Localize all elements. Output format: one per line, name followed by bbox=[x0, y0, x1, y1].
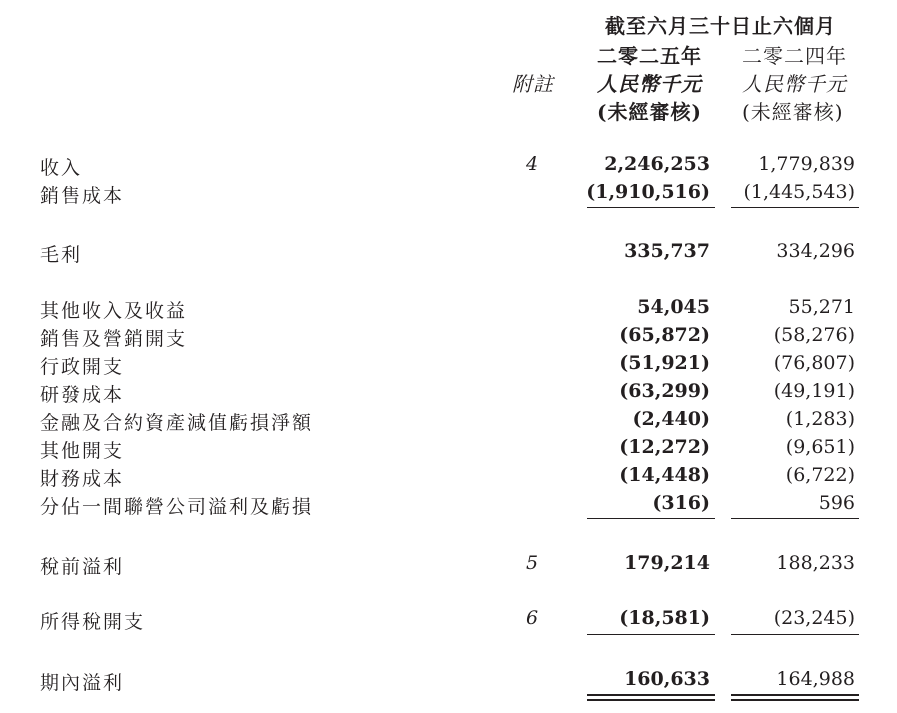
value-2025-other-expenses: (12,272) bbox=[619, 436, 710, 458]
subtotal-rule-2024 bbox=[731, 634, 859, 635]
audit-2024-header: (未經審核) bbox=[742, 100, 844, 124]
row-label-cost-of-sales: 銷售成本 bbox=[40, 185, 125, 207]
row-note-revenue: 4 bbox=[525, 153, 539, 175]
note-column-header: 附註 bbox=[512, 72, 554, 96]
value-2025-associate-share: (316) bbox=[652, 492, 710, 514]
period-header: 截至六月三十日止六個月 bbox=[605, 14, 836, 38]
value-2025-profit-before-tax: 179,214 bbox=[624, 552, 710, 574]
row-label-impairment-losses: 金融及合約資產減值虧損淨額 bbox=[40, 412, 314, 434]
value-2025-rnd-costs: (63,299) bbox=[619, 380, 710, 402]
subtotal-rule-2025 bbox=[587, 518, 715, 519]
value-2024-other-expenses: (9,651) bbox=[785, 436, 855, 458]
value-2024-profit-for-period: 164,988 bbox=[776, 668, 855, 690]
row-label-associate-share: 分佔一間聯營公司溢利及虧損 bbox=[40, 496, 314, 518]
value-2025-selling-expenses: (65,872) bbox=[619, 324, 710, 346]
value-2025-finance-costs: (14,448) bbox=[619, 464, 710, 486]
subtotal-rule-2025 bbox=[587, 207, 715, 208]
unit-2024-header: 人民幣千元 bbox=[742, 72, 847, 96]
value-2024-impairment-losses: (1,283) bbox=[785, 408, 855, 430]
year-2024-header: 二零二四年 bbox=[742, 44, 847, 68]
row-label-revenue: 收入 bbox=[40, 157, 83, 179]
value-2025-impairment-losses: (2,440) bbox=[632, 408, 710, 430]
row-label-gross-profit: 毛利 bbox=[40, 244, 83, 266]
value-2024-gross-profit: 334,296 bbox=[776, 240, 855, 262]
value-2025-admin-expenses: (51,921) bbox=[619, 352, 710, 374]
row-note-income-tax: 6 bbox=[525, 607, 539, 629]
row-label-rnd-costs: 研發成本 bbox=[40, 384, 125, 406]
value-2024-income-tax: (23,245) bbox=[773, 607, 855, 629]
row-label-other-expenses: 其他開支 bbox=[40, 440, 125, 462]
value-2025-cost-of-sales: (1,910,516) bbox=[586, 181, 710, 203]
row-label-finance-costs: 財務成本 bbox=[40, 468, 125, 490]
subtotal-rule-2025 bbox=[587, 634, 715, 635]
total-double-rule-2025 bbox=[587, 694, 715, 701]
row-note-profit-before-tax: 5 bbox=[525, 552, 539, 574]
value-2024-cost-of-sales: (1,445,543) bbox=[743, 181, 855, 203]
value-2024-profit-before-tax: 188,233 bbox=[776, 552, 855, 574]
value-2025-gross-profit: 335,737 bbox=[624, 240, 710, 262]
total-double-rule-2024 bbox=[731, 694, 859, 701]
year-2025-header: 二零二五年 bbox=[597, 44, 702, 68]
value-2025-other-income: 54,045 bbox=[637, 296, 710, 318]
row-label-income-tax: 所得稅開支 bbox=[40, 611, 146, 633]
value-2024-finance-costs: (6,722) bbox=[785, 464, 855, 486]
row-label-profit-before-tax: 稅前溢利 bbox=[40, 556, 125, 578]
audit-2025-header: (未經審核) bbox=[597, 100, 702, 124]
value-2025-profit-for-period: 160,633 bbox=[624, 668, 710, 690]
value-2025-revenue: 2,246,253 bbox=[604, 153, 710, 175]
row-label-other-income: 其他收入及收益 bbox=[40, 300, 188, 322]
row-label-profit-for-period: 期內溢利 bbox=[40, 672, 125, 694]
value-2024-rnd-costs: (49,191) bbox=[773, 380, 855, 402]
value-2024-selling-expenses: (58,276) bbox=[773, 324, 855, 346]
row-label-selling-expenses: 銷售及營銷開支 bbox=[40, 328, 188, 350]
value-2024-other-income: 55,271 bbox=[788, 296, 855, 318]
value-2024-associate-share: 596 bbox=[818, 492, 855, 514]
value-2024-admin-expenses: (76,807) bbox=[773, 352, 855, 374]
row-label-admin-expenses: 行政開支 bbox=[40, 356, 125, 378]
subtotal-rule-2024 bbox=[731, 518, 859, 519]
value-2024-revenue: 1,779,839 bbox=[758, 153, 855, 175]
value-2025-income-tax: (18,581) bbox=[619, 607, 710, 629]
subtotal-rule-2024 bbox=[731, 207, 859, 208]
unit-2025-header: 人民幣千元 bbox=[597, 72, 702, 96]
